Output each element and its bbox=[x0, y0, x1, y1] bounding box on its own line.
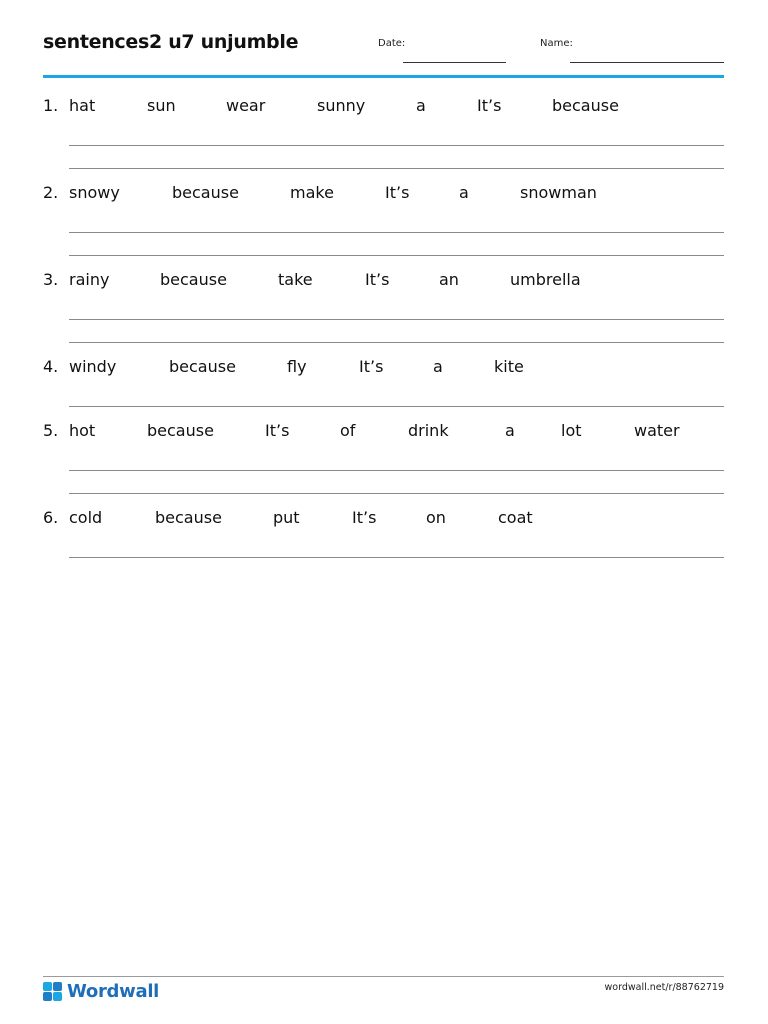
answer-line[interactable] bbox=[69, 232, 724, 233]
jumbled-word: It’s bbox=[477, 96, 502, 115]
jumbled-word: because bbox=[160, 270, 227, 289]
jumbled-word: hot bbox=[69, 421, 96, 440]
jumbled-word: on bbox=[426, 508, 446, 527]
jumbled-word: a bbox=[433, 357, 443, 376]
jumbled-word: sun bbox=[147, 96, 176, 115]
footer-divider bbox=[43, 976, 724, 977]
answer-line[interactable] bbox=[69, 255, 724, 256]
jumbled-word: lot bbox=[561, 421, 582, 440]
jumbled-word: take bbox=[278, 270, 313, 289]
activity-url: wordwall.net/r/88762719 bbox=[604, 982, 724, 993]
date-field[interactable] bbox=[403, 62, 506, 63]
question-number: 6. bbox=[43, 508, 59, 527]
jumbled-word: because bbox=[155, 508, 222, 527]
name-label: Name: bbox=[540, 38, 573, 49]
name-field[interactable] bbox=[570, 62, 724, 63]
answer-line[interactable] bbox=[69, 145, 724, 146]
jumbled-word: coat bbox=[498, 508, 533, 527]
wordwall-logo-icon bbox=[43, 982, 62, 1001]
jumbled-word: because bbox=[169, 357, 236, 376]
jumbled-word: It’s bbox=[385, 183, 410, 202]
jumbled-word: put bbox=[273, 508, 300, 527]
jumbled-word: sunny bbox=[317, 96, 366, 115]
question-number: 2. bbox=[43, 183, 59, 202]
logo-text: Wordwall bbox=[67, 980, 160, 1002]
jumbled-word: fly bbox=[287, 357, 307, 376]
question-number: 5. bbox=[43, 421, 59, 440]
jumbled-word: because bbox=[552, 96, 619, 115]
answer-line[interactable] bbox=[69, 557, 724, 558]
jumbled-word: snowy bbox=[69, 183, 120, 202]
jumbled-word: hat bbox=[69, 96, 96, 115]
jumbled-word: a bbox=[505, 421, 515, 440]
answer-line[interactable] bbox=[69, 493, 724, 494]
jumbled-word: wear bbox=[226, 96, 266, 115]
answer-line[interactable] bbox=[69, 168, 724, 169]
answer-line[interactable] bbox=[69, 406, 724, 407]
question-number: 4. bbox=[43, 357, 59, 376]
jumbled-word: of bbox=[340, 421, 356, 440]
answer-line[interactable] bbox=[69, 319, 724, 320]
jumbled-word: a bbox=[459, 183, 469, 202]
date-label: Date: bbox=[378, 38, 406, 49]
question-number: 3. bbox=[43, 270, 59, 289]
question-number: 1. bbox=[43, 96, 59, 115]
jumbled-word: It’s bbox=[265, 421, 290, 440]
jumbled-word: a bbox=[416, 96, 426, 115]
jumbled-word: drink bbox=[408, 421, 449, 440]
jumbled-word: windy bbox=[69, 357, 117, 376]
jumbled-word: kite bbox=[494, 357, 524, 376]
jumbled-word: water bbox=[634, 421, 680, 440]
jumbled-word: rainy bbox=[69, 270, 110, 289]
answer-line[interactable] bbox=[69, 342, 724, 343]
jumbled-word: umbrella bbox=[510, 270, 581, 289]
header-divider bbox=[43, 75, 724, 78]
jumbled-word: because bbox=[147, 421, 214, 440]
page-title: sentences2 u7 unjumble bbox=[43, 31, 299, 53]
wordwall-logo bbox=[43, 981, 159, 1001]
jumbled-word: cold bbox=[69, 508, 103, 527]
answer-line[interactable] bbox=[69, 470, 724, 471]
jumbled-word: snowman bbox=[520, 183, 597, 202]
jumbled-word: It’s bbox=[352, 508, 377, 527]
jumbled-word: It’s bbox=[359, 357, 384, 376]
jumbled-word: because bbox=[172, 183, 239, 202]
jumbled-word: It’s bbox=[365, 270, 390, 289]
jumbled-word: an bbox=[439, 270, 459, 289]
jumbled-word: make bbox=[290, 183, 334, 202]
